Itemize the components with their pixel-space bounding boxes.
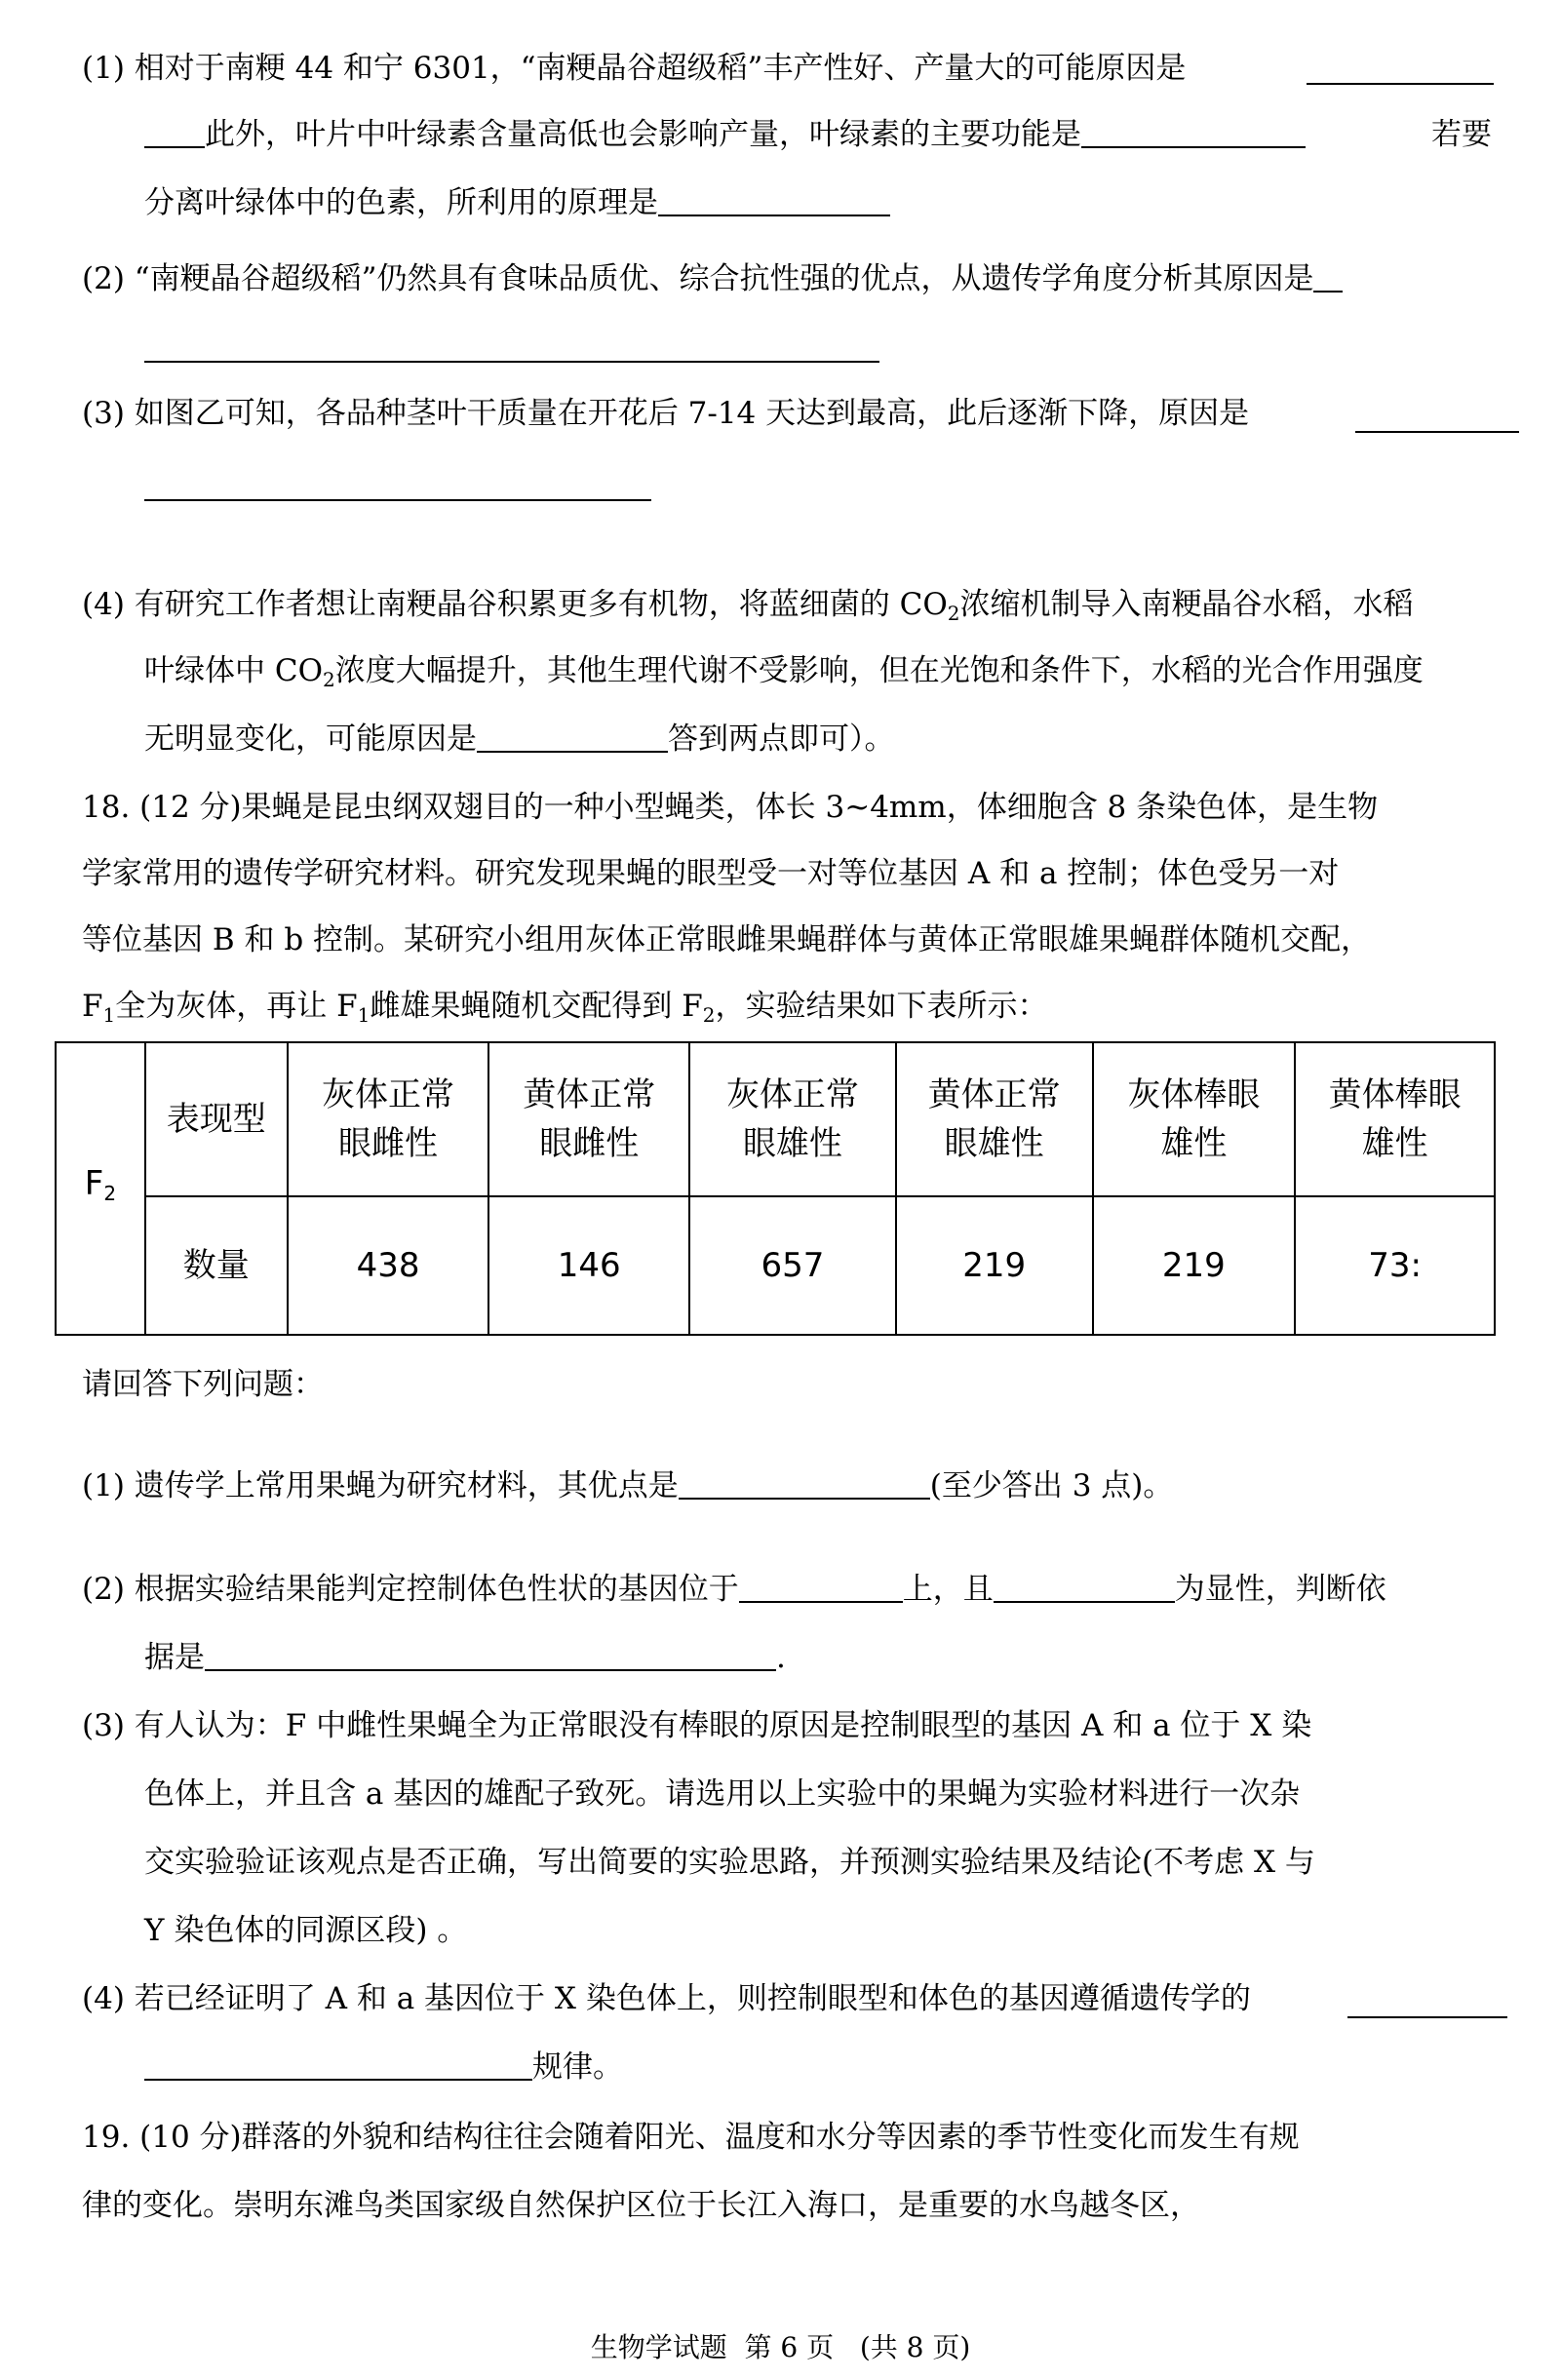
results-table bbox=[55, 1041, 1496, 1336]
table-cell: 657 bbox=[689, 1196, 896, 1335]
q18-intro-line4: $F_1$全为灰体，再让 $F_1$雌雄果蝇随机交配得到 $F_2$，实验结果如下表所示： bbox=[82, 989, 1048, 1027]
answer-blank[interactable] bbox=[1347, 2016, 1507, 2018]
q17-p1-line2: 此外，叶片中叶绿素含量高低也会影响产量，叶绿素的主要功能是 bbox=[144, 115, 1306, 154]
answer-blank[interactable] bbox=[1355, 431, 1519, 433]
q18-intro-line1: 18. (12 分)果蝇是昆虫纲双翅目的一种小型蝇类，体长 3~4mm，体细胞含 8 条染色体，是生物 bbox=[82, 790, 1379, 825]
table-header-row bbox=[56, 1042, 1495, 1196]
q18-p3-line4: Y 染色体的同源区段) 。 bbox=[144, 1913, 468, 1948]
table-header-cell: 灰体棒眼 雄性 bbox=[1093, 1042, 1296, 1196]
answer-blank[interactable] bbox=[144, 117, 205, 148]
table-count-row bbox=[56, 1196, 1495, 1335]
table-cell: 219 bbox=[1093, 1196, 1296, 1335]
q18-prompt: 请回答下列问题： bbox=[82, 1367, 324, 1402]
q19-line2: 律的变化。崇明东滩鸟类国家级自然保护区位于长江入海口，是重要的水鸟越冬区， bbox=[82, 2188, 1200, 2223]
q18-p4-line2: 规律。 bbox=[144, 2048, 623, 2087]
answer-blank[interactable] bbox=[1307, 83, 1494, 85]
q18-intro-line3: 等位基因 B 和 b 控制。某研究小组用灰体正常眼雌果蝇群体与黄体正常眼雄果蝇群体随机交配， bbox=[82, 922, 1372, 957]
answer-blank[interactable] bbox=[994, 1572, 1175, 1603]
q17-p4-line2: 叶绿体中 $CO_2$浓度大幅提升，其他生理代谢不受影响，但在光饱和条件下，水稻的光合作用强度 bbox=[144, 653, 1424, 691]
count-header: 数量 bbox=[145, 1196, 288, 1335]
q19-line1: 19. (10 分)群落的外貌和结构往往会随着阳光、温度和水分等因素的季节性变化而发生有规 bbox=[82, 2120, 1300, 2155]
q18-p2-line1: (2) 根据实验结果能判定控制体色性状的基因位于 上，且 为显性，判断依 bbox=[82, 1572, 1386, 1607]
table-cell: 73: bbox=[1295, 1196, 1495, 1335]
q17-p1-line3: 分离叶绿体中的色素，所利用的原理是 bbox=[144, 183, 890, 222]
table-header-cell: 黄体正常 眼雌性 bbox=[488, 1042, 689, 1196]
q17-p4-line3: 无明显变化，可能原因是 答到两点即可）。 bbox=[144, 722, 895, 757]
q18-p1: (1) 遗传学上常用果蝇为研究材料，其优点是 (至少答出 3 点)。 bbox=[82, 1468, 1174, 1503]
q17-p1-text: (1) 相对于南粳 44 和宁 6301，“南粳晶谷超级稻”丰产性好、产量大的可能原因是 bbox=[82, 51, 1187, 86]
q18-p3-line2: 色体上，并且含 a 基因的雄配子致死。请选用以上实验中的果蝇为实验材料进行一次杂 bbox=[144, 1776, 1301, 1812]
answer-blank[interactable] bbox=[1081, 117, 1306, 148]
q17-p2-line1: (2) “南粳晶谷超级稻”仍然具有食味品质优、综合抗性强的优点，从遗传学角度分析其原因是 bbox=[82, 259, 1343, 298]
table-header-cell: 灰体正常 眼雌性 bbox=[288, 1042, 489, 1196]
q17-p3-line1: (3) 如图乙可知，各品种茎叶干质量在开花后 7-14 天达到最高，此后逐渐下降，原因是 bbox=[82, 396, 1250, 431]
q18-p3-line3: 交实验验证该观点是否正确，写出简要的实验思路，并预测实验结果及结论(不考虑 X 与 bbox=[144, 1845, 1315, 1880]
table-cell: 438 bbox=[288, 1196, 489, 1335]
table-cell: 146 bbox=[488, 1196, 689, 1335]
generation-cell: $F_2$ bbox=[56, 1042, 145, 1335]
answer-blank[interactable] bbox=[739, 1572, 903, 1603]
answer-blank[interactable] bbox=[1313, 261, 1343, 293]
table-header-cell: 黄体棒眼 雄性 bbox=[1295, 1042, 1495, 1196]
q17-p4-line1: (4) 有研究工作者想让南粳晶谷积累更多有机物，将蓝细菌的 $CO_2$浓缩机制导入南粳晶谷水稻，水稻 bbox=[82, 587, 1414, 625]
answer-blank[interactable] bbox=[144, 2049, 532, 2081]
answer-blank[interactable] bbox=[144, 361, 879, 363]
table-header-cell: 灰体正常 眼雄性 bbox=[689, 1042, 896, 1196]
answer-blank[interactable] bbox=[477, 722, 668, 753]
q18-intro-line2: 学家常用的遗传学研究材料。研究发现果蝇的眼型受一对等位基因 A 和 a 控制；体色受另一对 bbox=[82, 856, 1340, 891]
q18-p2-line2: 据是 . bbox=[144, 1640, 786, 1675]
answer-blank[interactable] bbox=[658, 185, 890, 216]
q18-p4-line1: (4) 若已经证明了 A 和 a 基因位于 X 染色体上，则控制眼型和体色的基因遵循遗传学的 bbox=[82, 1981, 1251, 2016]
phenotype-header: 表现型 bbox=[145, 1042, 288, 1196]
q17-p1-line2-end: 若要 bbox=[1431, 117, 1492, 152]
answer-blank[interactable] bbox=[205, 1640, 776, 1671]
q18-p3-line1: (3) 有人认为：F 中雌性果蝇全为正常眼没有棒眼的原因是控制眼型的基因 A 和 a 位于 X 染 bbox=[82, 1708, 1312, 1743]
page-footer: 生物学试题 第 6 页 (共 8 页) bbox=[590, 2331, 971, 2363]
q17-p1-line1 bbox=[82, 49, 1186, 88]
table-header-cell: 黄体正常 眼雄性 bbox=[896, 1042, 1093, 1196]
table-cell: 219 bbox=[896, 1196, 1093, 1335]
answer-blank[interactable] bbox=[144, 499, 651, 501]
answer-blank[interactable] bbox=[679, 1468, 930, 1500]
